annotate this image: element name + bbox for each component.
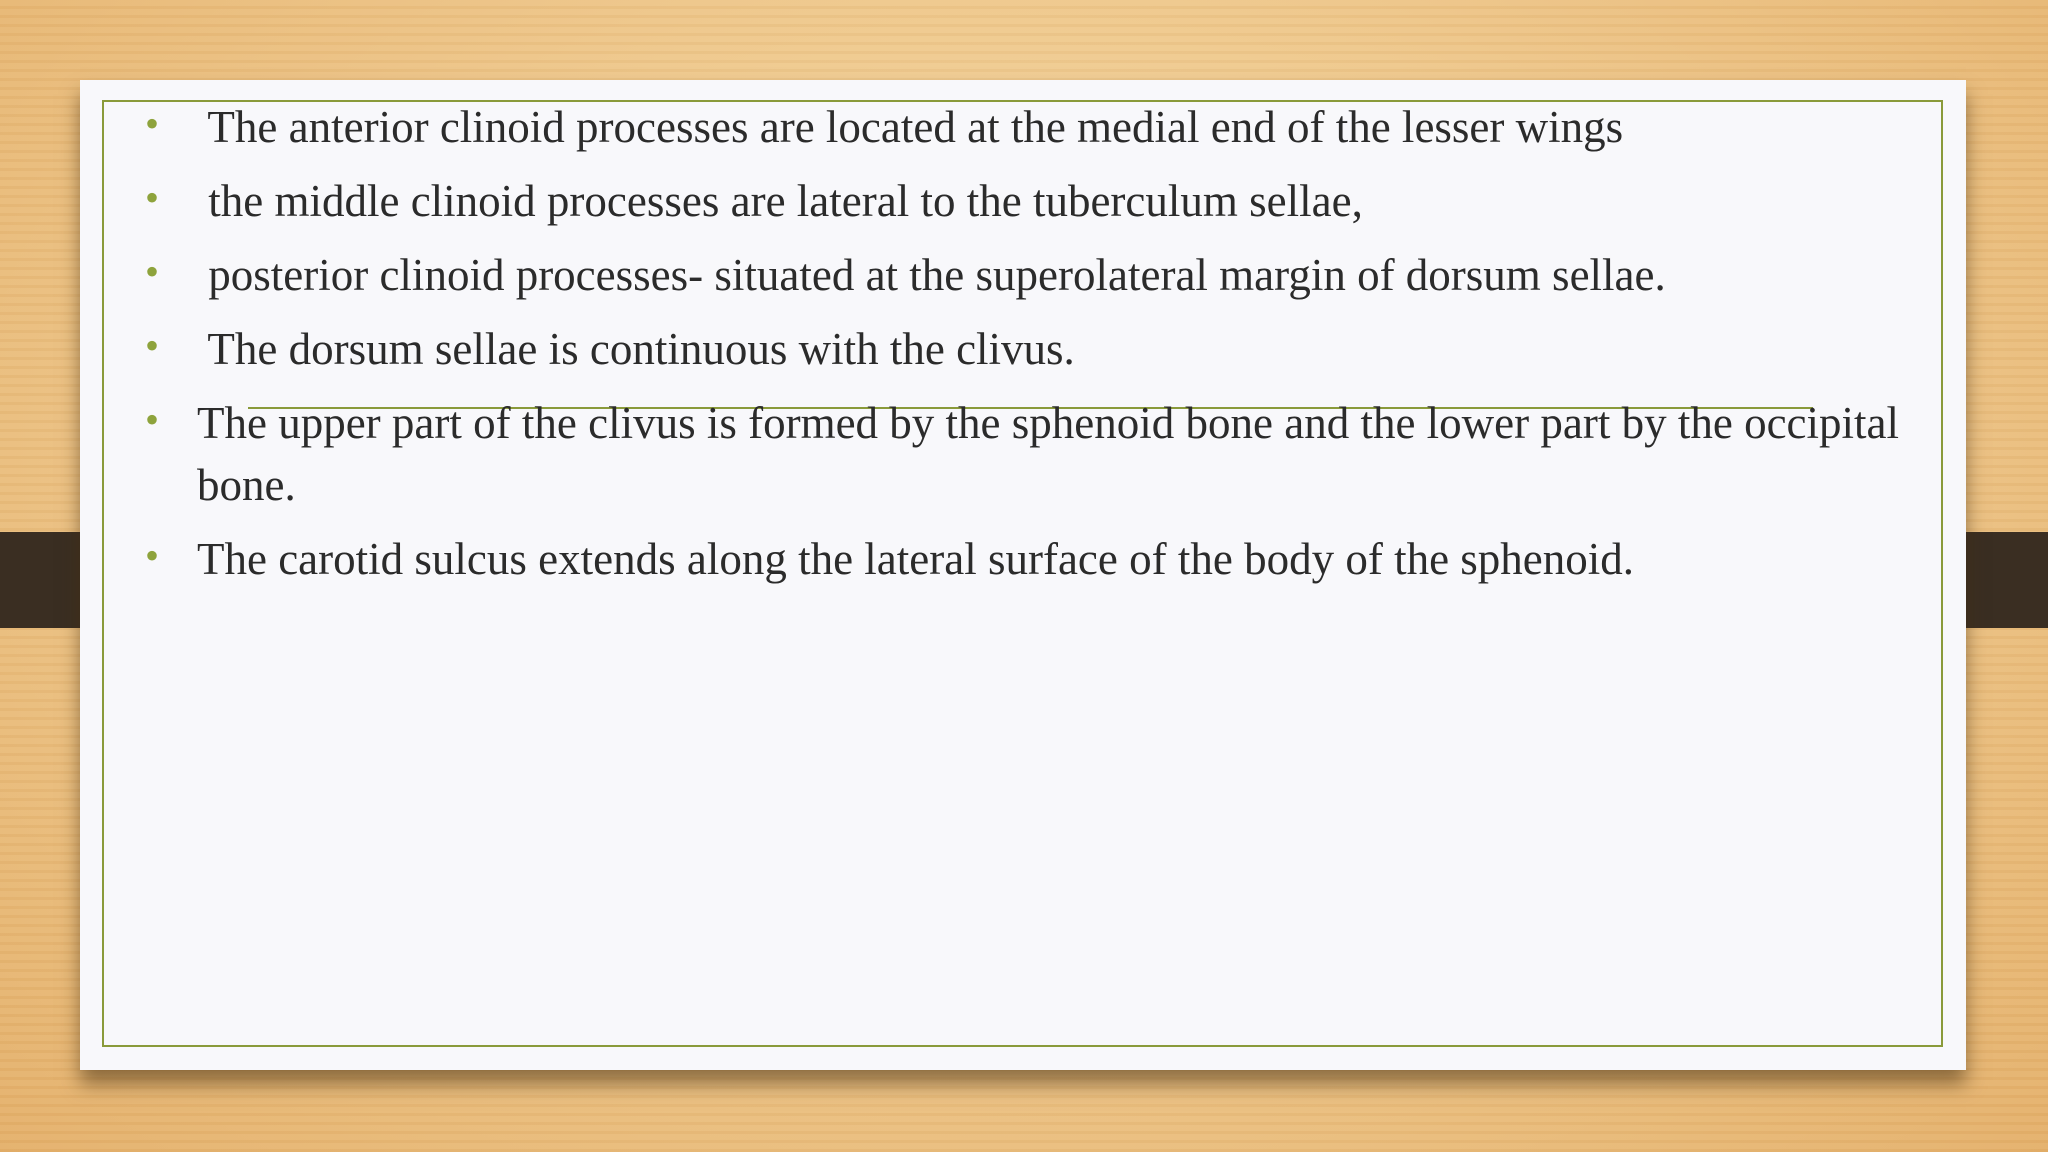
- bullet-text: the middle clinoid processes are lateral to the tuberculum sellae,: [197, 176, 1363, 226]
- bullet-item: [145, 170, 1925, 232]
- bullet-dot-icon: •: [145, 249, 160, 294]
- bullet-text: The carotid sulcus extends along the lateral surface of the body of the sphenoid.: [197, 534, 1635, 584]
- bullet-item: [145, 244, 1925, 306]
- bullet-dot-icon: •: [145, 323, 160, 368]
- bullet-item: [145, 318, 1925, 380]
- bullet-dot-icon: •: [145, 175, 160, 220]
- bullet-dot-icon: •: [145, 397, 160, 442]
- bullet-text: The upper part of the clivus is formed by the sphenoid bone and the lower part by the occipital bone.: [197, 398, 1900, 510]
- bullet-text: The dorsum sellae is continuous with the clivus.: [197, 324, 1075, 374]
- bullet-item: [145, 528, 1925, 590]
- bullet-item: [145, 96, 1925, 158]
- bullet-item: [145, 392, 1925, 516]
- bullet-list: [145, 96, 1925, 602]
- bullet-text: posterior clinoid processes- situated at the superolateral margin of dorsum sellae.: [197, 250, 1666, 300]
- bullet-dot-icon: •: [145, 533, 160, 578]
- bullet-dot-icon: •: [145, 101, 160, 146]
- bullet-text: The anterior clinoid processes are located at the medial end of the lesser wings: [197, 102, 1624, 152]
